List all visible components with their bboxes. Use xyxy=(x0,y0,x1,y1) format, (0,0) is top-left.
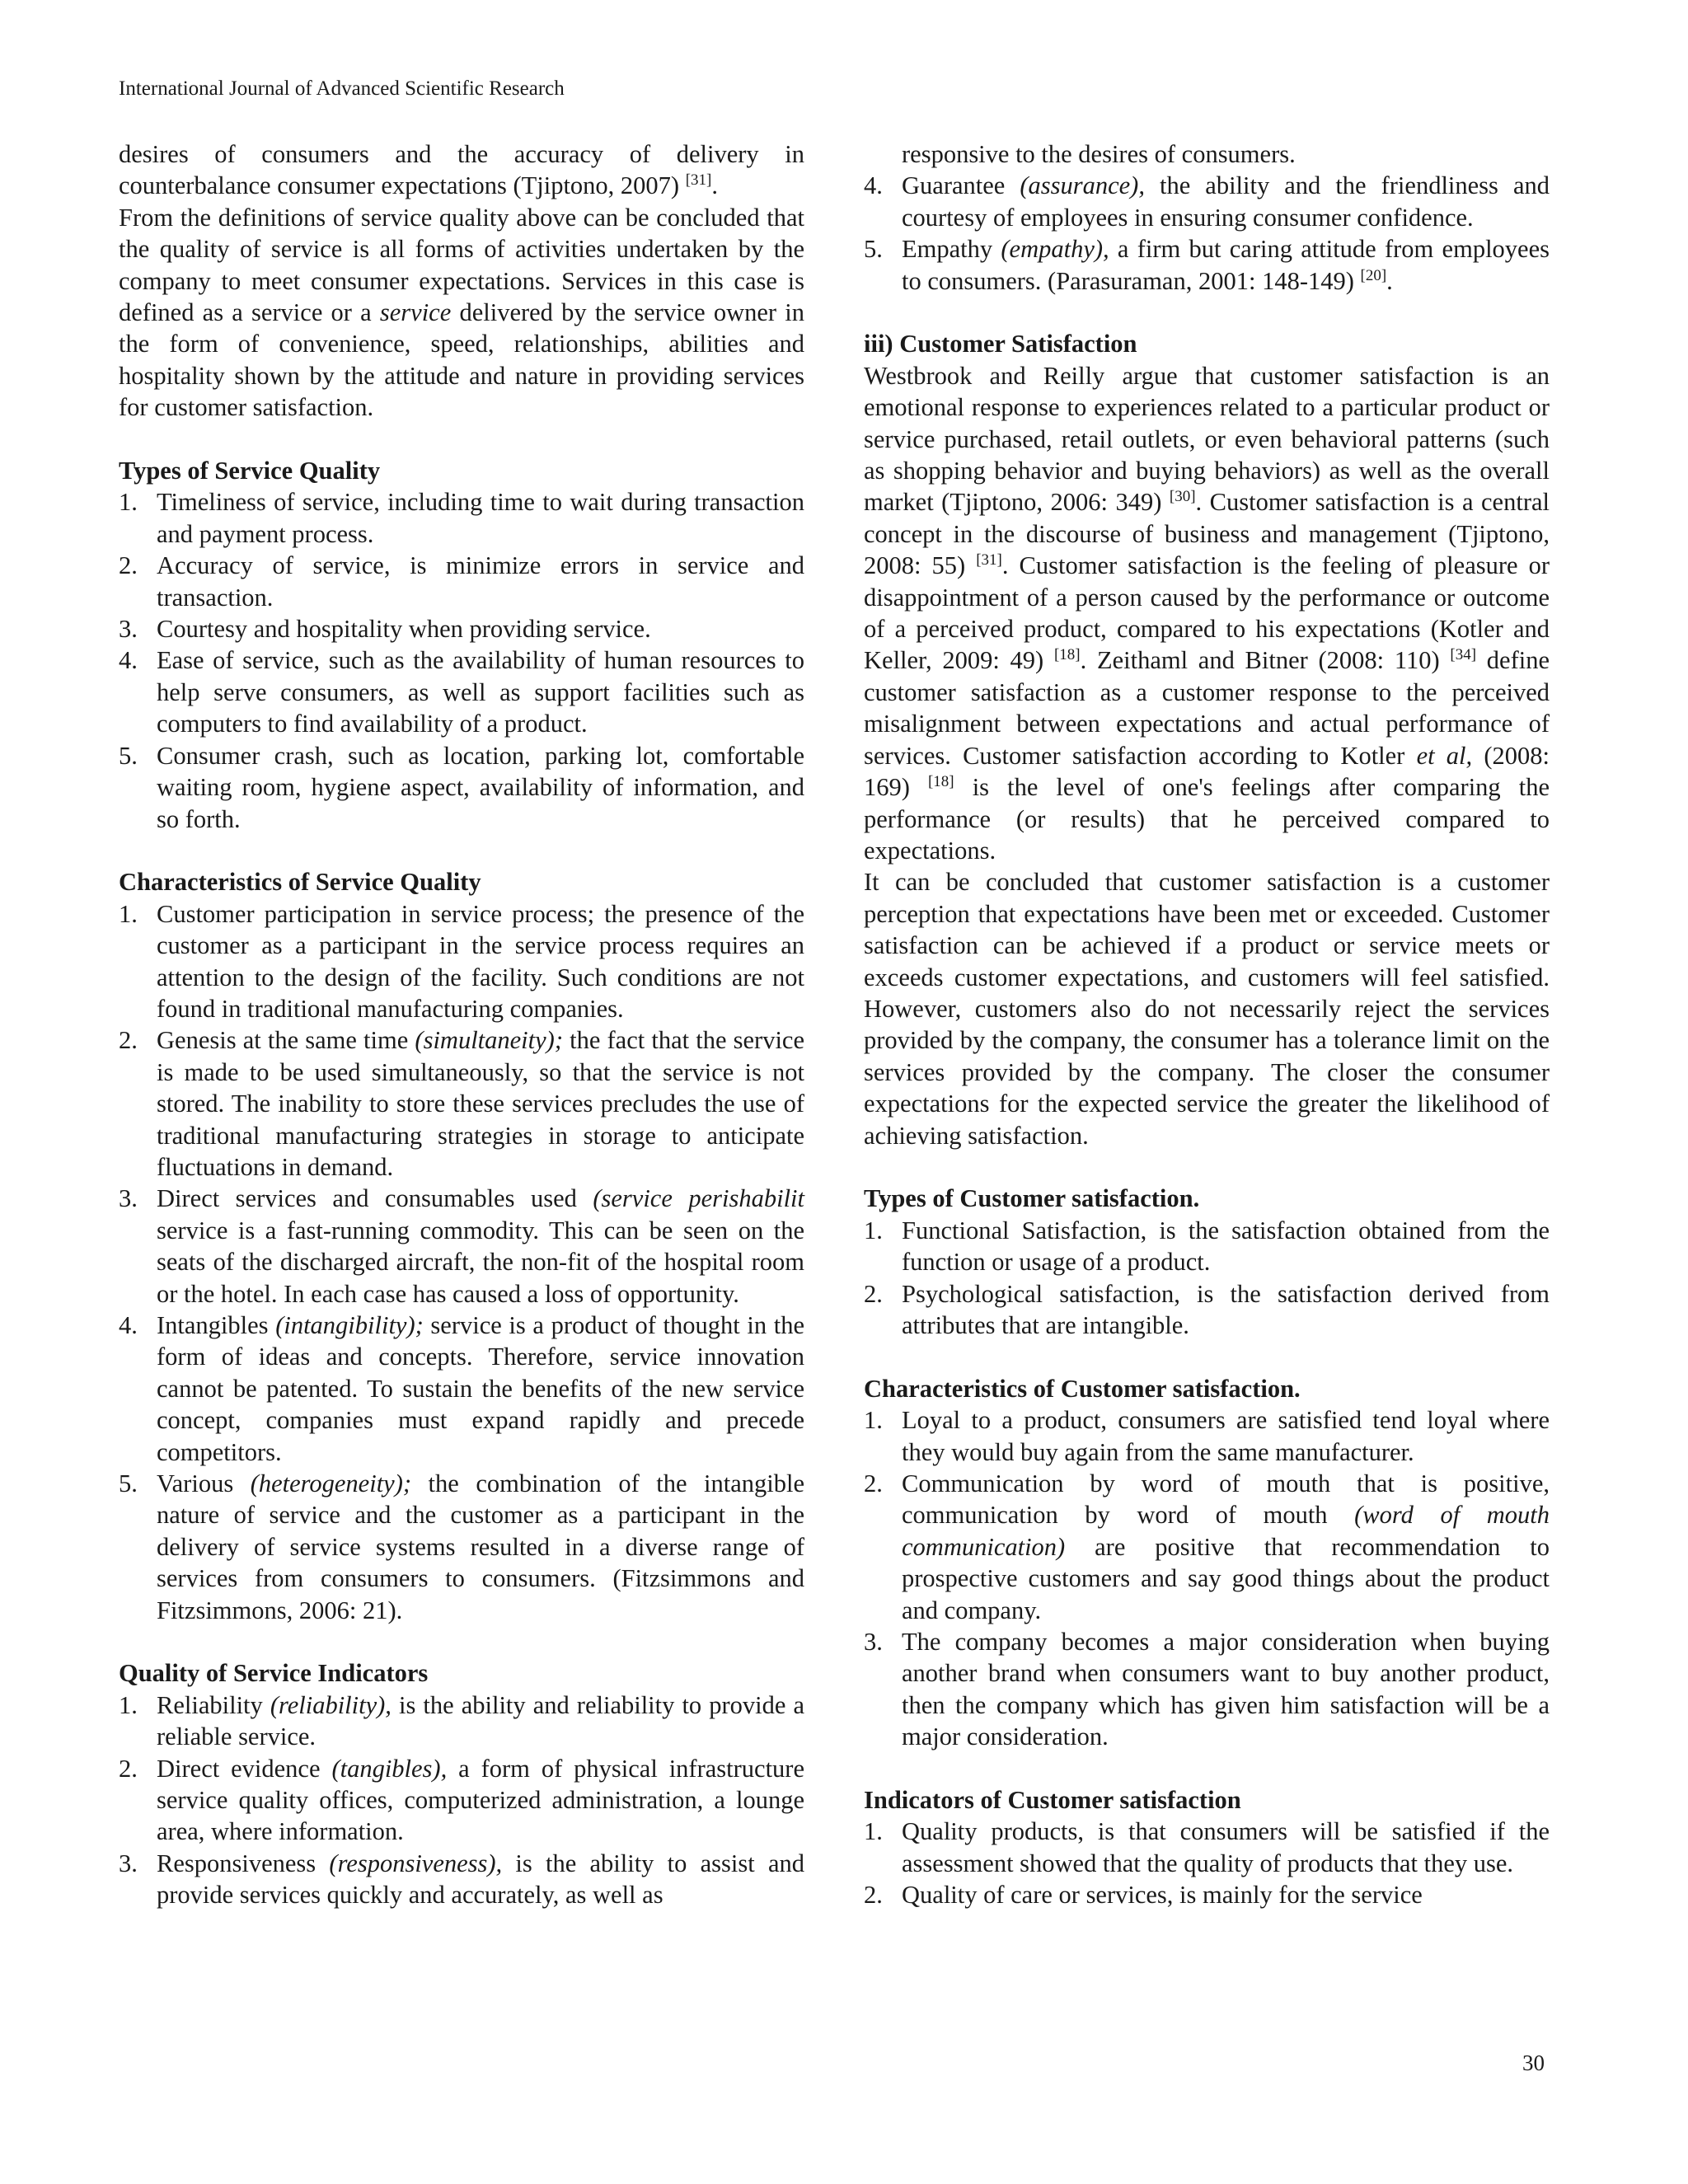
list-item: 3. Responsiveness (responsiveness), is the ability to assist and provide services quickly and accurately, as well as xyxy=(119,1849,804,1910)
list-item: 1. Timeliness of service, including time to wait during transaction and payment process. xyxy=(119,488,804,548)
citation-ref: [31] xyxy=(976,551,1002,569)
citation-ref: [20] xyxy=(1360,266,1387,284)
paragraph-quality-intro: desires of consumers and the accuracy of delivery in counterbalance consumer expectations (Tjiptono, 2007) [31]. xyxy=(119,140,804,200)
list-item-continuation: responsive to the desires of consumers. xyxy=(902,140,1296,168)
list-item: 2. Genesis at the same time (simultaneity); the fact that the service is made to be used simultaneously, so that the service is not stored. The inability to store these services precludes the use of traditional manufacturing strategies in storage to anticipate fluctuations in demand. xyxy=(119,1026,805,1181)
citation-ref: [31] xyxy=(685,171,712,190)
list-indicators-customer-satisfaction xyxy=(864,1816,1550,1910)
citation-ref: [30] xyxy=(1169,488,1196,506)
list-item: 3. The company becomes a major consideration when buying another brand when consumers want to buy another product, then the company which has given him satisfaction will be a major consideration. xyxy=(864,1628,1550,1751)
list-item: 5. Consumer crash, such as location, parking lot, comfortable waiting room, hygiene aspect, availability of information, and so forth. xyxy=(119,741,804,833)
section-heading-quality-indicators: Quality of Service Indicators xyxy=(119,1659,429,1688)
list-characteristics-customer-satisfaction xyxy=(864,1404,1550,1752)
list-item: 4. Guarantee (assurance), the ability and the friendliness and courtesy of employees in ensuring consumer confidence. xyxy=(864,171,1550,232)
list-item: 3. Courtesy and hospitality when providing service. xyxy=(119,615,651,644)
list-characteristics-service-quality xyxy=(119,898,804,1626)
section-heading-types-customer-satisfaction: Types of Customer satisfaction. xyxy=(864,1184,1200,1213)
citation-ref: [34] xyxy=(1450,646,1477,664)
paragraph-customer-satisfaction-conclusion: It can be concluded that customer satisfaction is a customer perception that expectations have been met or exceeded. Customer satisfaction can be achieved if a product or service meets or exceeds customer expectations, and customers will feel satisfied. However, customers also do not necessarily reject the services provided by the company, the consumer has a tolerance limit on the services provided by the company. The closer the consumer expectations for the expected service the greater the likelihood of achieving satisfaction. xyxy=(864,868,1550,1150)
list-types-service-quality xyxy=(119,486,804,834)
journal-header: International Journal of Advanced Scientific Research xyxy=(119,77,565,100)
list-item: 4. Ease of service, such as the availability of human resources to help serve consumers, as well as support facilities such as computers to find availability of a product. xyxy=(119,646,804,738)
list-item: 2. Accuracy of service, is minimize errors in service and transaction. xyxy=(119,551,804,612)
list-item: 5. Various (heterogeneity); the combination of the intangible nature of service and the customer as a participant in the delivery of service systems resulted in a diverse range of services from consumers to consumers. (Fitzsimmons and Fitzsimmons, 2006: 21). xyxy=(119,1469,804,1624)
left-column xyxy=(119,138,804,1911)
right-column xyxy=(864,138,1550,1911)
list-item: 2. Direct evidence (tangibles), a form of physical infrastructure service quality offices, computerized administration, a lounge area, where information. xyxy=(119,1754,804,1846)
list-item: 1. Loyal to a product, consumers are satisfied tend loyal where they would buy again from the same manufacturer. xyxy=(864,1406,1550,1466)
citation-ref: [18] xyxy=(1053,646,1081,664)
list-item: 4. Intangibles (intangibility); service is a product of thought in the form of ideas and concepts. Therefore, service innovation cannot be patented. To sustain the benefits of the new service concept, companies must expand rapidly and precede competitors. xyxy=(119,1311,804,1466)
section-heading-customer-satisfaction: iii) Customer Satisfaction xyxy=(864,330,1137,359)
list-item: 2. Quality of care or services, is mainly for the service xyxy=(864,1881,1423,1910)
paragraph-quality-definition: From the definitions of service quality above can be concluded that the quality of service is all forms of activities undertaken by the company to meet consumer expectations. Services in this case is defined as a service or a service delivered by the service owner in the form of convenience, speed, relationships, abilities and hospitality shown by the attitude and nature in providing services for customer satisfaction. xyxy=(119,203,804,422)
paragraph-customer-satisfaction-definitions: Westbrook and Reilly argue that customer satisfaction is an emotional response to experiences related to a particular product or service purchased, retail outlets, or even behavioral patterns (such as shopping behavior and buying behaviors) as well as the overall market (Tjiptono, 2006: 349) [30]. Customer satisfaction is a central concept in the discourse of business and management (Tjiptono, 2008: 55) [31]. Customer satisfaction is the feeling of pleasure or disappointment of a person caused by the performance or outcome of a perceived product, compared to his expectations (Kotler and Keller, 2009: 49) [18]. Zeithaml and Bitner (2008: 110) [34] define customer satisfaction as a customer response to the perceived misalignment between expectations and actual performance of services. Customer satisfaction according to Kotler et al, (2008: 169) [18] is the level of one's feelings after comparing the performance (or results) that he perceived compared to expectations. xyxy=(864,361,1550,865)
page-number: 30 xyxy=(1522,2050,1545,2075)
citation-ref: [18] xyxy=(927,773,954,791)
list-item: 1. Functional Satisfaction, is the satisfaction obtained from the function or usage of a product. xyxy=(864,1216,1550,1277)
list-item: 1. Reliability (reliability), is the ability and reliability to provide a reliable service. xyxy=(119,1690,804,1751)
list-item: 2. Psychological satisfaction, is the satisfaction derived from attributes that are intangible. xyxy=(864,1279,1550,1339)
section-heading-characteristics-service-quality: Characteristics of Service Quality xyxy=(119,868,481,897)
list-quality-indicators xyxy=(119,1690,804,1911)
section-heading-indicators-customer-satisfaction: Indicators of Customer satisfaction xyxy=(864,1786,1241,1815)
list-item: 1. Customer participation in service process; the presence of the customer as a participant in the service process requires an attention to the design of the facility. Such conditions are not found in traditional manufacturing companies. xyxy=(119,899,804,1023)
list-types-customer-satisfaction xyxy=(864,1215,1550,1342)
section-heading-types-service-quality: Types of Service Quality xyxy=(119,457,381,485)
list-item: 3. Direct services and consumables used (service perishabilit service is a fast-running commodity. This can be seen on the seats of the discharged aircraft, the non-fit of the hospital room or the hotel. In each case has caused a loss of opportunity. xyxy=(119,1184,804,1308)
list-item: 5. Empathy (empathy), a firm but caring attitude from employees to consumers. (Parasuraman, 2001: 148-149) [20]. xyxy=(864,235,1550,295)
list-item: 2. Communication by word of mouth that is positive, communication by word of mouth (word of mouth communication) are positive that recommendation to prospective customers and say good things about the product and company. xyxy=(864,1469,1550,1624)
list-item: 1. Quality products, is that consumers will be satisfied if the assessment showed that the quality of products that they use. xyxy=(864,1817,1550,1877)
list-quality-indicators-continued xyxy=(864,170,1550,297)
section-heading-characteristics-customer-satisfaction: Characteristics of Customer satisfaction. xyxy=(864,1374,1301,1403)
